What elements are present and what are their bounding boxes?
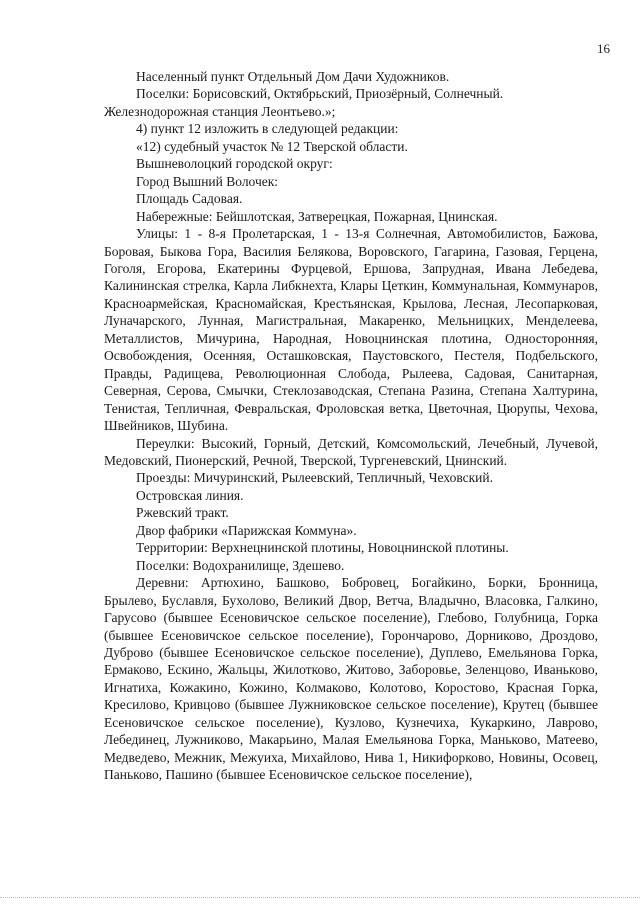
paragraph-settlements: Поселки: Водохранилище, Здешево. xyxy=(136,557,345,573)
paragraph-settlement: Населенный пункт Отдельный Дом Дачи Художников. xyxy=(136,69,450,84)
paragraph-passages: Проезды: Мичуринский, Рылеевский, Тепличный, Чеховский. xyxy=(136,470,493,486)
footer-divider xyxy=(0,897,640,901)
paragraph-streets: Улицы: 1 - 8-я Пролетарская, 1 - 13-я Солнечная, Автомобилистов, Бажова, Боровая, Быкова Гора, Василия Белякова, Воровского, Гагарина, Газовая, Герцена, Гоголя, Егорова, Екатерины Фурцевой, Ершова, Запрудная, Ивана Лебедева, Калининская стрелка, Карла Либкнехта, Клары Цеткин, Коммунальная, Коммунаров, Красноармейская, Красномайская, Крестьянская, Крылова, Лесная, Лесопарковая, Луначарского, Лунная, Магистральная, Макаренко, Мельницких, Менделеева, Металлистов, Мичурина, Народная, Новоцнинская плотина, Односторонняя, Освобождения, Осенняя, Осташковская, Паустовского, Пестеля, Подбельского, Правды, Радищева, Революционная Слобода, Рылеева, Садовая, Санитарная, Северная, Серова, Смычки, Стеклозаводская, Степана Разина, Степана Халтурина, Тенистая, Тепличная, Февральская, Фроловская ветка, Цветочная, Цюрупы, Чехова, Швейников, Шубина. xyxy=(104,226,598,434)
paragraph-tract: Ржевский тракт. xyxy=(136,505,229,521)
paragraph-court-12: «12) судебный участок № 12 Тверской области. xyxy=(136,138,408,154)
paragraph-villages-stations: Поселки: Борисовский, Октябрьский, Приозёрный, Солнечный. Железнодорожная станция Леонтьево.»; xyxy=(104,86,504,119)
paragraph-factory-yard: Двор фабрики «Парижская Коммуна». xyxy=(136,522,357,538)
paragraph-embankments: Набережные: Бейшлотская, Затверецкая, Пожарная, Цнинская. xyxy=(136,208,498,224)
paragraph-squares: Площадь Садовая. xyxy=(136,191,243,207)
paragraph-item-4: 4) пункт 12 изложить в следующей редакции: xyxy=(136,121,399,137)
page-number: 16 xyxy=(597,41,610,56)
paragraph-villages: Деревни: Артюхино, Башково, Бобровец, Богайкино, Борки, Бронница, Брылево, Буславля, Бухолово, Великий Двор, Ветча, Владычно, Власовка, Галкино, Гарусово (бывшее Есеновичское сельское поселение), Глебово, Голубница, Горка (бывшее Есеновичское сельское поселение), Горончарово, Дорниково, Дроздово, Дуброво (бывшее Есеновичское сельское поселение), Дуплево, Емельянова Горка, Ермаково, Ескино, Жальцы, Жилотково, Житово, Заборовье, Зеленцово, Иваньково, Игнатиха, Кожакино, Кожино, Колмаково, Колотово, Коростово, Красная Горка, Кресилово, Кривцово (бывшее Лужниковское сельское поселение), Крутец (бывшее Есеновичское сельское поселение), Кузлово, Кузнечиха, Кукаркино, Лаврово, Лебединец, Лужниково, Макарьино, Малая Емельянова Горка, Маньково, Матеево, Медведево, Межник, Межуиха, Михайлово, Нива 1, Никифорково, Новины, Осовец, Паньково, Пашино (бывшее Есеновичское сельское поселение), xyxy=(104,575,598,783)
paragraph-city: Город Вышний Волочек: xyxy=(136,173,279,189)
paragraph-city-district: Вышневолоцкий городской округ: xyxy=(136,156,333,172)
paragraph-lanes: Переулки: Высокий, Горный, Детский, Комсомольский, Лечебный, Лучевой, Медовский, Пионерский, Речной, Тверской, Тургеневский, Цнинский. xyxy=(104,435,598,468)
paragraph-line: Островская линия. xyxy=(136,487,244,503)
document-body xyxy=(104,68,598,784)
paragraph-territories: Территории: Верхнецнинской плотины, Новоцнинской плотины. xyxy=(136,540,509,556)
